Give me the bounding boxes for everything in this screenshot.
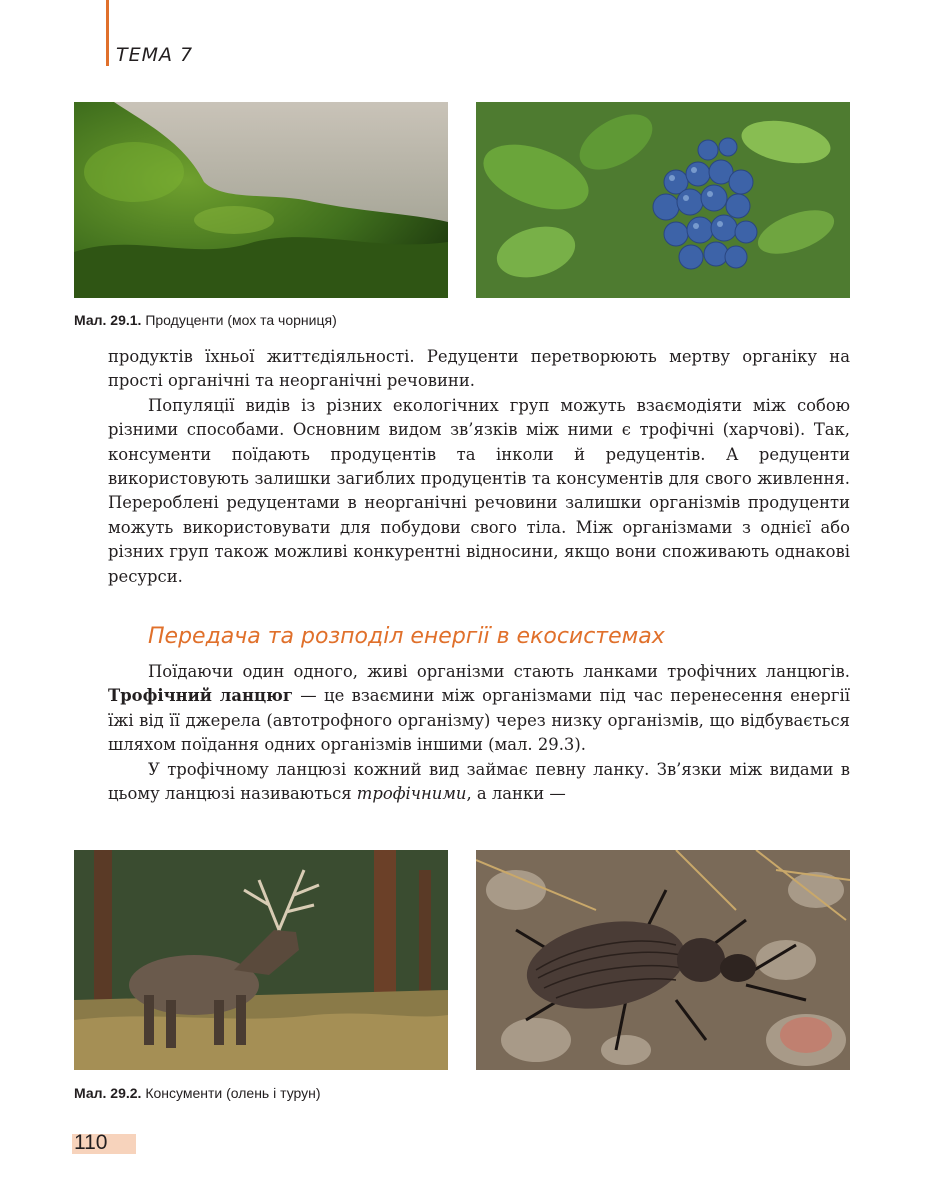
- caption-label: Мал. 29.2.: [74, 1085, 142, 1101]
- paragraph-4-start: У трофічному ланцюзі кожний вид займає певну ланку. Зв’язки між видами в цьому ланцюзі називаються: [108, 759, 850, 804]
- caption-text: Консументи (олень і турун): [141, 1085, 321, 1101]
- term-trophic-chain: Трофічний ланцюг: [108, 686, 293, 706]
- blueberry-photo: [476, 102, 850, 298]
- caption-text: Продуценти (мох та чорниця): [141, 312, 337, 328]
- paragraph-4: [108, 758, 850, 807]
- moss-photo: [74, 102, 448, 298]
- main-text-top: [108, 345, 850, 589]
- paragraph-2: Популяції видів із різних екологічних груп можуть взаємодіяти між собою різними способами. Основним видом зв’язків між ними є трофічні (харчові). Так, консументи поїдають продуцентів та інколи й редуцентів. А редуценти використовують залишки загиблих продуцентів та консументів для свого живлення. Перероблені редуцентами в неорганічні речовини залишки організмів продуценти можуть використовувати для побудови свого тіла. Між організмами з однієї або різних груп також можливі конкурентні відносини, якщо вони споживають однакові ресурси.: [108, 395, 850, 586]
- section-heading: Передача та розподіл енергії в екосистемах: [148, 624, 665, 649]
- topic-accent-bar: [106, 0, 109, 66]
- topic-label: ТЕМА 7: [116, 44, 194, 66]
- paragraph-1: продуктів їхньої життєдіяльності. Редуценти перетворюють мертву органіку на прості органічні та неорганічні речовини.: [108, 347, 850, 391]
- paragraph-4-rest: , а ланки —: [466, 784, 566, 804]
- page-number: 110: [74, 1131, 108, 1154]
- paragraph-3-start: Поїдаючи один одного, живі організми стають ланками трофічних ланцюгів.: [148, 662, 850, 681]
- term-trophic: трофічними: [356, 784, 467, 804]
- figure-caption-29-1: [74, 312, 337, 328]
- elk-photo: [74, 850, 448, 1070]
- paragraph-3: [108, 660, 850, 758]
- caption-label: Мал. 29.1.: [74, 312, 142, 328]
- figure-caption-29-2: [74, 1085, 321, 1101]
- main-text-bottom: [108, 660, 850, 806]
- beetle-photo: [476, 850, 850, 1070]
- paragraph-3-rest: — це взаємини між організмами під час перенесення енергії їжі від її джерела (автотрофного організму) через низку організмів, що відбувається шляхом поїдання одних організмів іншими (мал. 29.3).: [108, 686, 850, 755]
